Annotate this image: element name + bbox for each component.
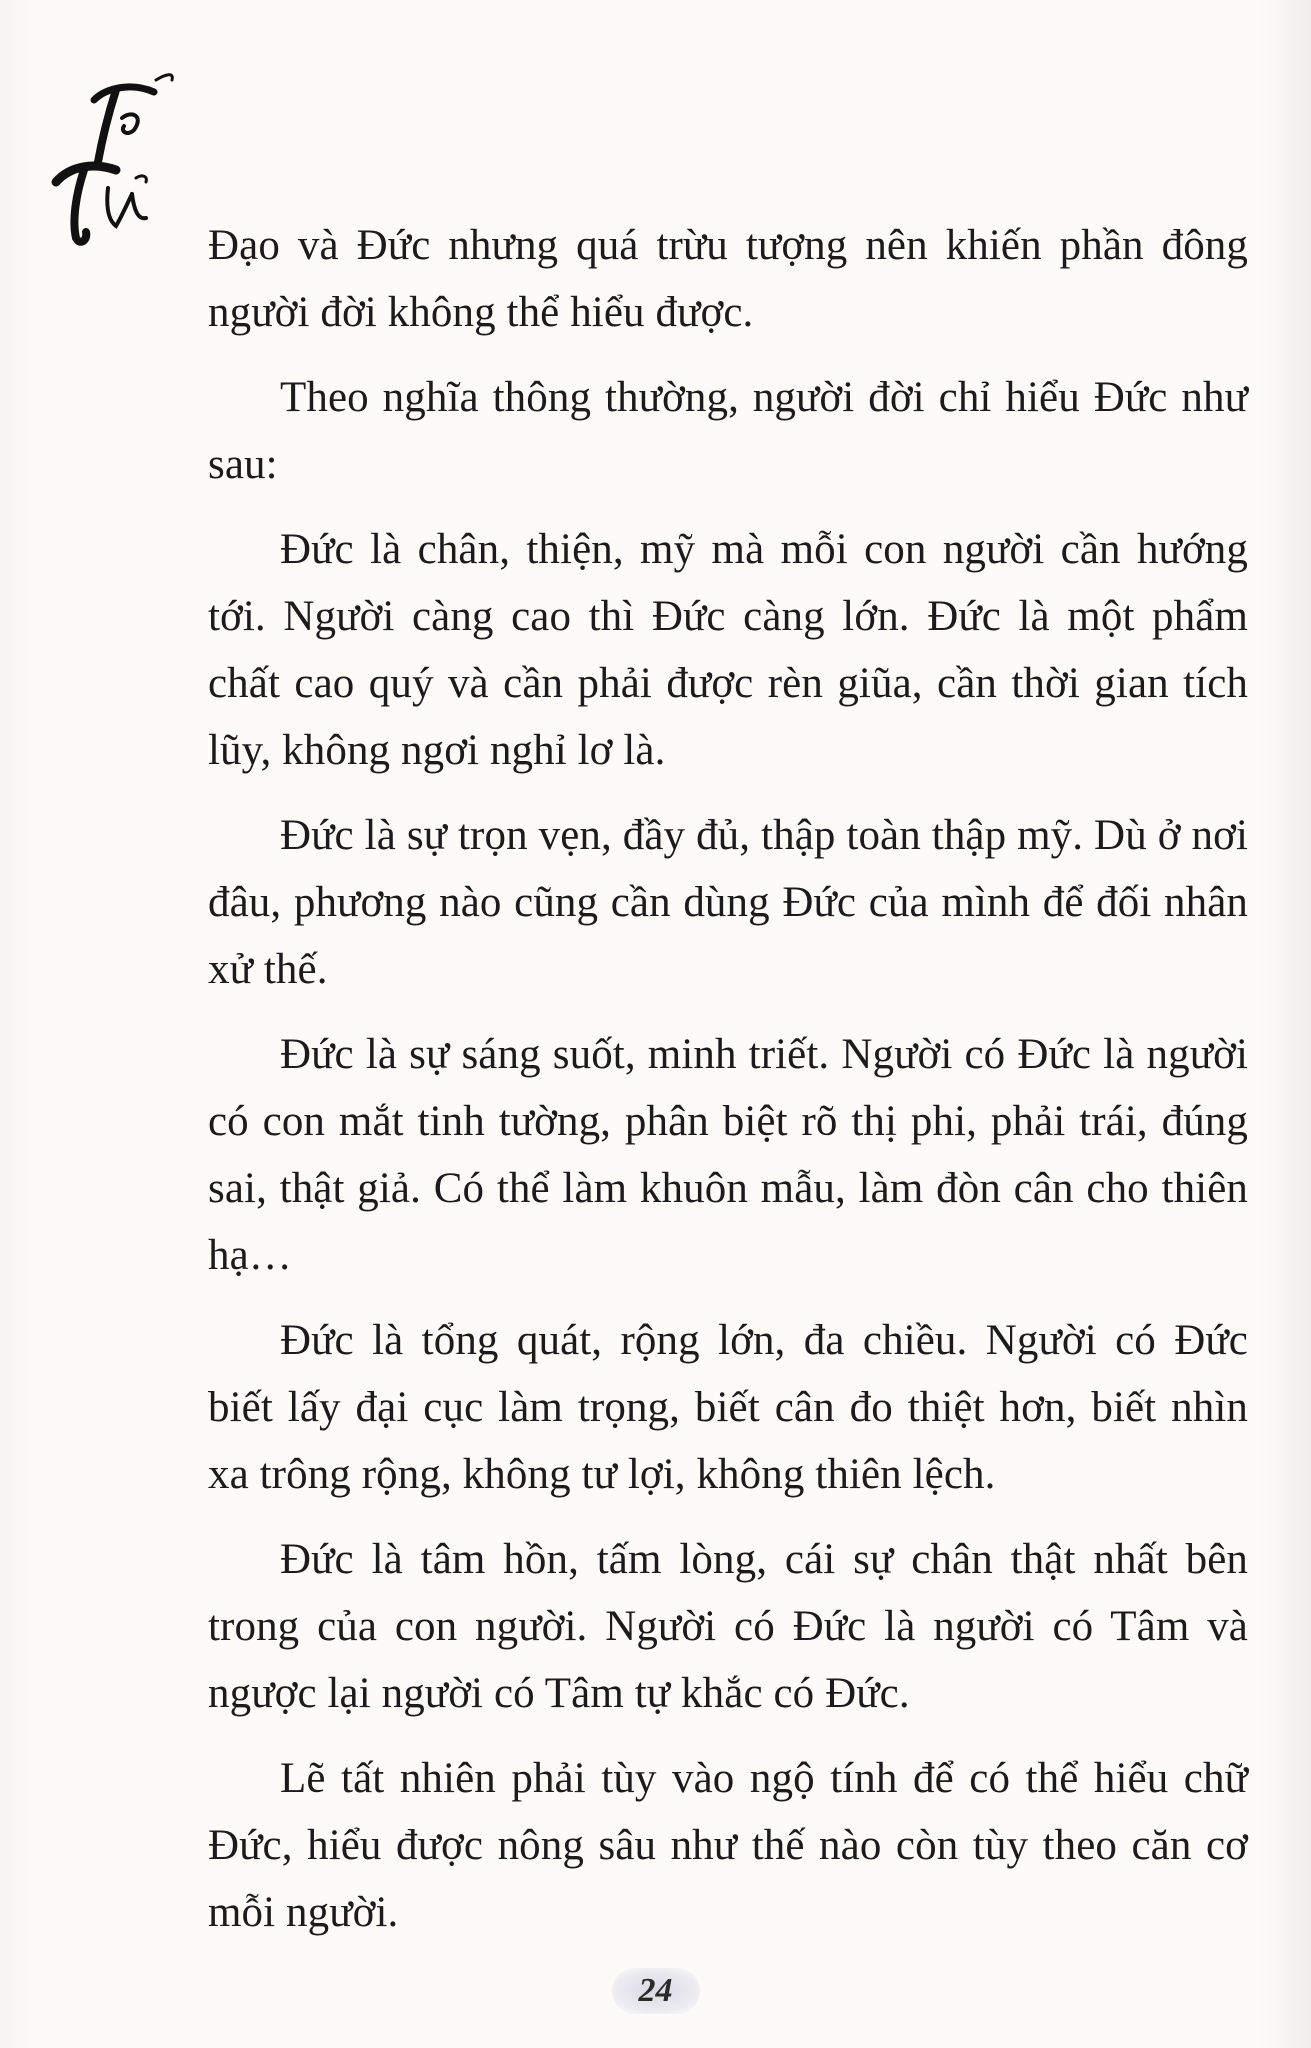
paragraph-7: Đức là tâm hồn, tấm lòng, cái sự chân thật nhất bên trong của con người. Người có Đức là người có Tâm và ngược lại người có Tâm tự khắc có Đức. bbox=[208, 1536, 1248, 1717]
page-number: 24 bbox=[612, 1968, 700, 2014]
paragraph-2: Theo nghĩa thông thường, người đời chỉ hiểu Đức như sau: bbox=[208, 374, 1248, 488]
paragraph-4: Đức là sự trọn vẹn, đầy đủ, thập toàn thập mỹ. Dù ở nơi đâu, phương nào cũng cần dùng Đức của mình để đối nhân xử thế. bbox=[208, 812, 1248, 993]
page-footer bbox=[0, 1968, 1311, 2014]
paragraph-6: Đức là tổng quát, rộng lớn, đa chiều. Người có Đức biết lấy đại cục làm trọng, biết cân đo thiệt hơn, biết nhìn xa trông rộng, không tư lợi, không thiên lệch. bbox=[208, 1317, 1248, 1498]
paragraph-8: Lẽ tất nhiên phải tùy vào ngộ tính để có thể hiểu chữ Đức, hiểu được nông sâu như thế nào còn tùy theo căn cơ mỗi người. bbox=[208, 1755, 1248, 1936]
paragraph-3: Đức là chân, thiện, mỹ mà mỗi con người cần hướng tới. Người càng cao thì Đức càng lớn. Đức là một phẩm chất cao quý và cần phải được rèn giũa, cần thời gian tích lũy, không ngơi nghỉ lơ là. bbox=[208, 526, 1248, 774]
paragraph-1: Đạo và Đức nhưng quá trừu tượng nên khiến phần đông người đời không thể hiểu được. bbox=[208, 222, 1248, 336]
calligraphy-logo-icon bbox=[36, 70, 176, 250]
body-text bbox=[208, 212, 1248, 1964]
calligraphy-logo bbox=[36, 70, 176, 250]
paragraph-5: Đức là sự sáng suốt, minh triết. Người có Đức là người có con mắt tinh tường, phân biệt rõ thị phi, phải trái, đúng sai, thật giả. Có thể làm khuôn mẫu, làm đòn cân cho thiên hạ… bbox=[208, 1031, 1248, 1279]
